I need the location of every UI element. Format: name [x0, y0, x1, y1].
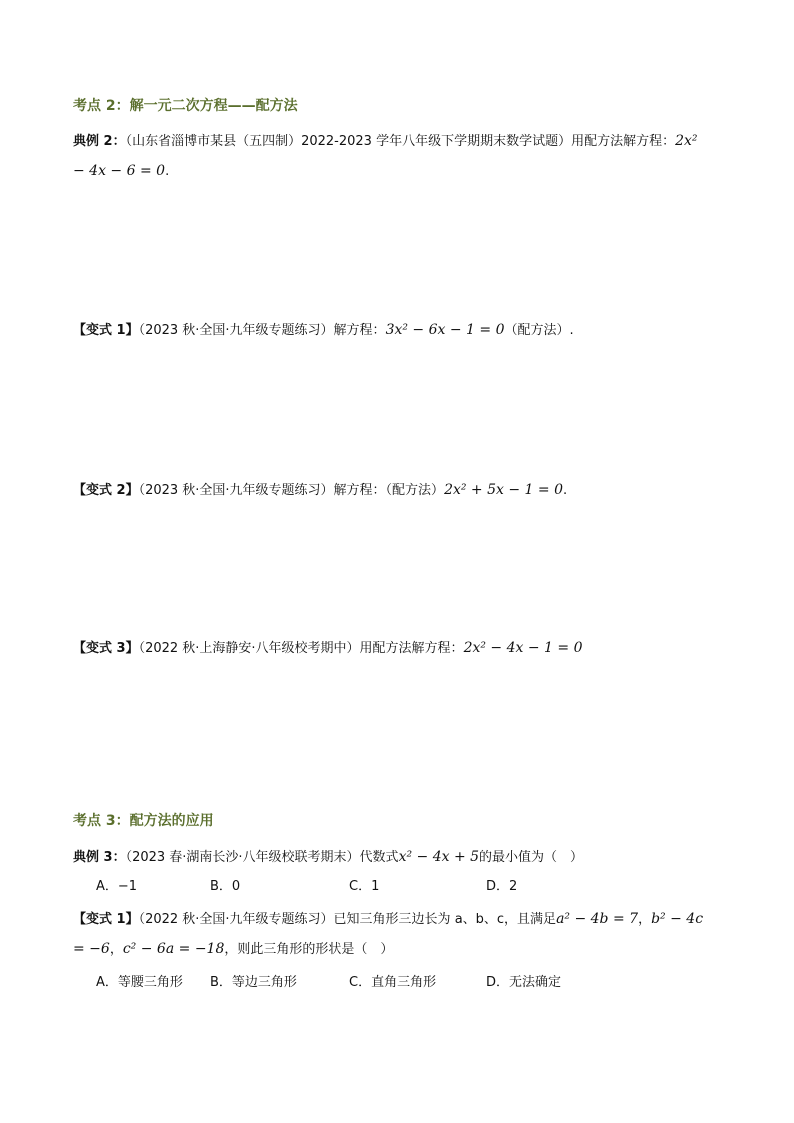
variant-equation: 3x² − 6x − 1 = 0: [385, 322, 505, 338]
variant-3-1-line-1: 【变式 1】（2022 秋·全国·九年级专题练习）已知三角形三边长为 a、b、c，且满足a² − 4b = 7，b² − 4c: [73, 911, 704, 927]
variant-text: （2023 秋·全国·九年级专题练习）解方程：（配方法）: [138, 483, 445, 498]
condition-3: c² − 6a = −18: [122, 941, 225, 957]
variant-label: 【变式 2】: [73, 483, 139, 498]
section-heading-2: 考点 2：解一元二次方程——配方法: [73, 98, 298, 114]
option-b: B．0: [210, 879, 241, 894]
variant-equation: 2x² + 5x − 1 = 0: [444, 482, 563, 498]
example-3-line: 典例 3：（2023 春·湖南长沙·八年级校联考期末）代数式x² − 4x + 5的最小值为（ ）: [73, 849, 584, 865]
variant-label: 【变式 1】: [73, 323, 139, 338]
option-c: C．直角三角形: [349, 975, 437, 990]
variant-2-1: 【变式 1】（2023 秋·全国·九年级专题练习）解方程：3x² − 6x − 1 = 0（配方法）.: [73, 322, 574, 338]
condition-2-part2: = −6: [73, 941, 110, 957]
example-3-label: 典例 3：: [73, 850, 126, 865]
variant-text: （2022 秋·全国·九年级专题练习）已知三角形三边长为 a、b、c，且满足: [138, 912, 557, 927]
example-2-equation-part2: − 4x − 6 = 0: [73, 163, 166, 179]
option-d: D．无法确定: [486, 975, 562, 990]
example-3-text: （2023 春·湖南长沙·八年级校联考期末）代数式: [125, 850, 399, 865]
variant-2-3: [73, 638, 583, 659]
option-c: C．1: [349, 879, 380, 894]
example-2-line-2: − 4x − 6 = 0.: [73, 163, 170, 179]
example-2-equation-part1: 2x²: [675, 133, 698, 149]
condition-2-part1: b² − 4c: [651, 911, 704, 927]
variant-label: 【变式 1】: [73, 912, 139, 927]
example-2-label: 典例 2：: [73, 134, 126, 149]
variant-3-1-line-2: = −6，c² − 6a = −18，则此三角形的形状是（ ）: [73, 941, 394, 957]
example-3-expression: x² − 4x + 5: [398, 849, 480, 865]
option-b: B．等边三角形: [210, 975, 297, 990]
variant-2-2: 【变式 2】（2023 秋·全国·九年级专题练习）解方程：（配方法）2x² + 5x − 1 = 0.: [73, 482, 568, 498]
example-2-text: （山东省淄博市某县（五四制）2022-2023 学年八年级下学期期末数学试题）用配方法解方程：: [125, 134, 676, 149]
option-d: D．2: [486, 879, 518, 894]
condition-1: a² − 4b = 7: [556, 911, 639, 927]
variant-text: （2023 秋·全国·九年级专题练习）解方程：: [138, 323, 386, 338]
variant-label: 【变式 3】: [73, 641, 139, 656]
variant-equation: 2x² − 4x − 1 = 0: [463, 640, 583, 656]
example-2-line-1: [73, 131, 698, 152]
variant-text: （2022 秋·上海静安·八年级校考期中）用配方法解方程：: [138, 641, 464, 656]
option-a: A．等腰三角形: [96, 975, 183, 990]
option-a: A．−1: [96, 879, 138, 894]
section-heading-3: 考点 3：配方法的应用: [73, 813, 214, 829]
